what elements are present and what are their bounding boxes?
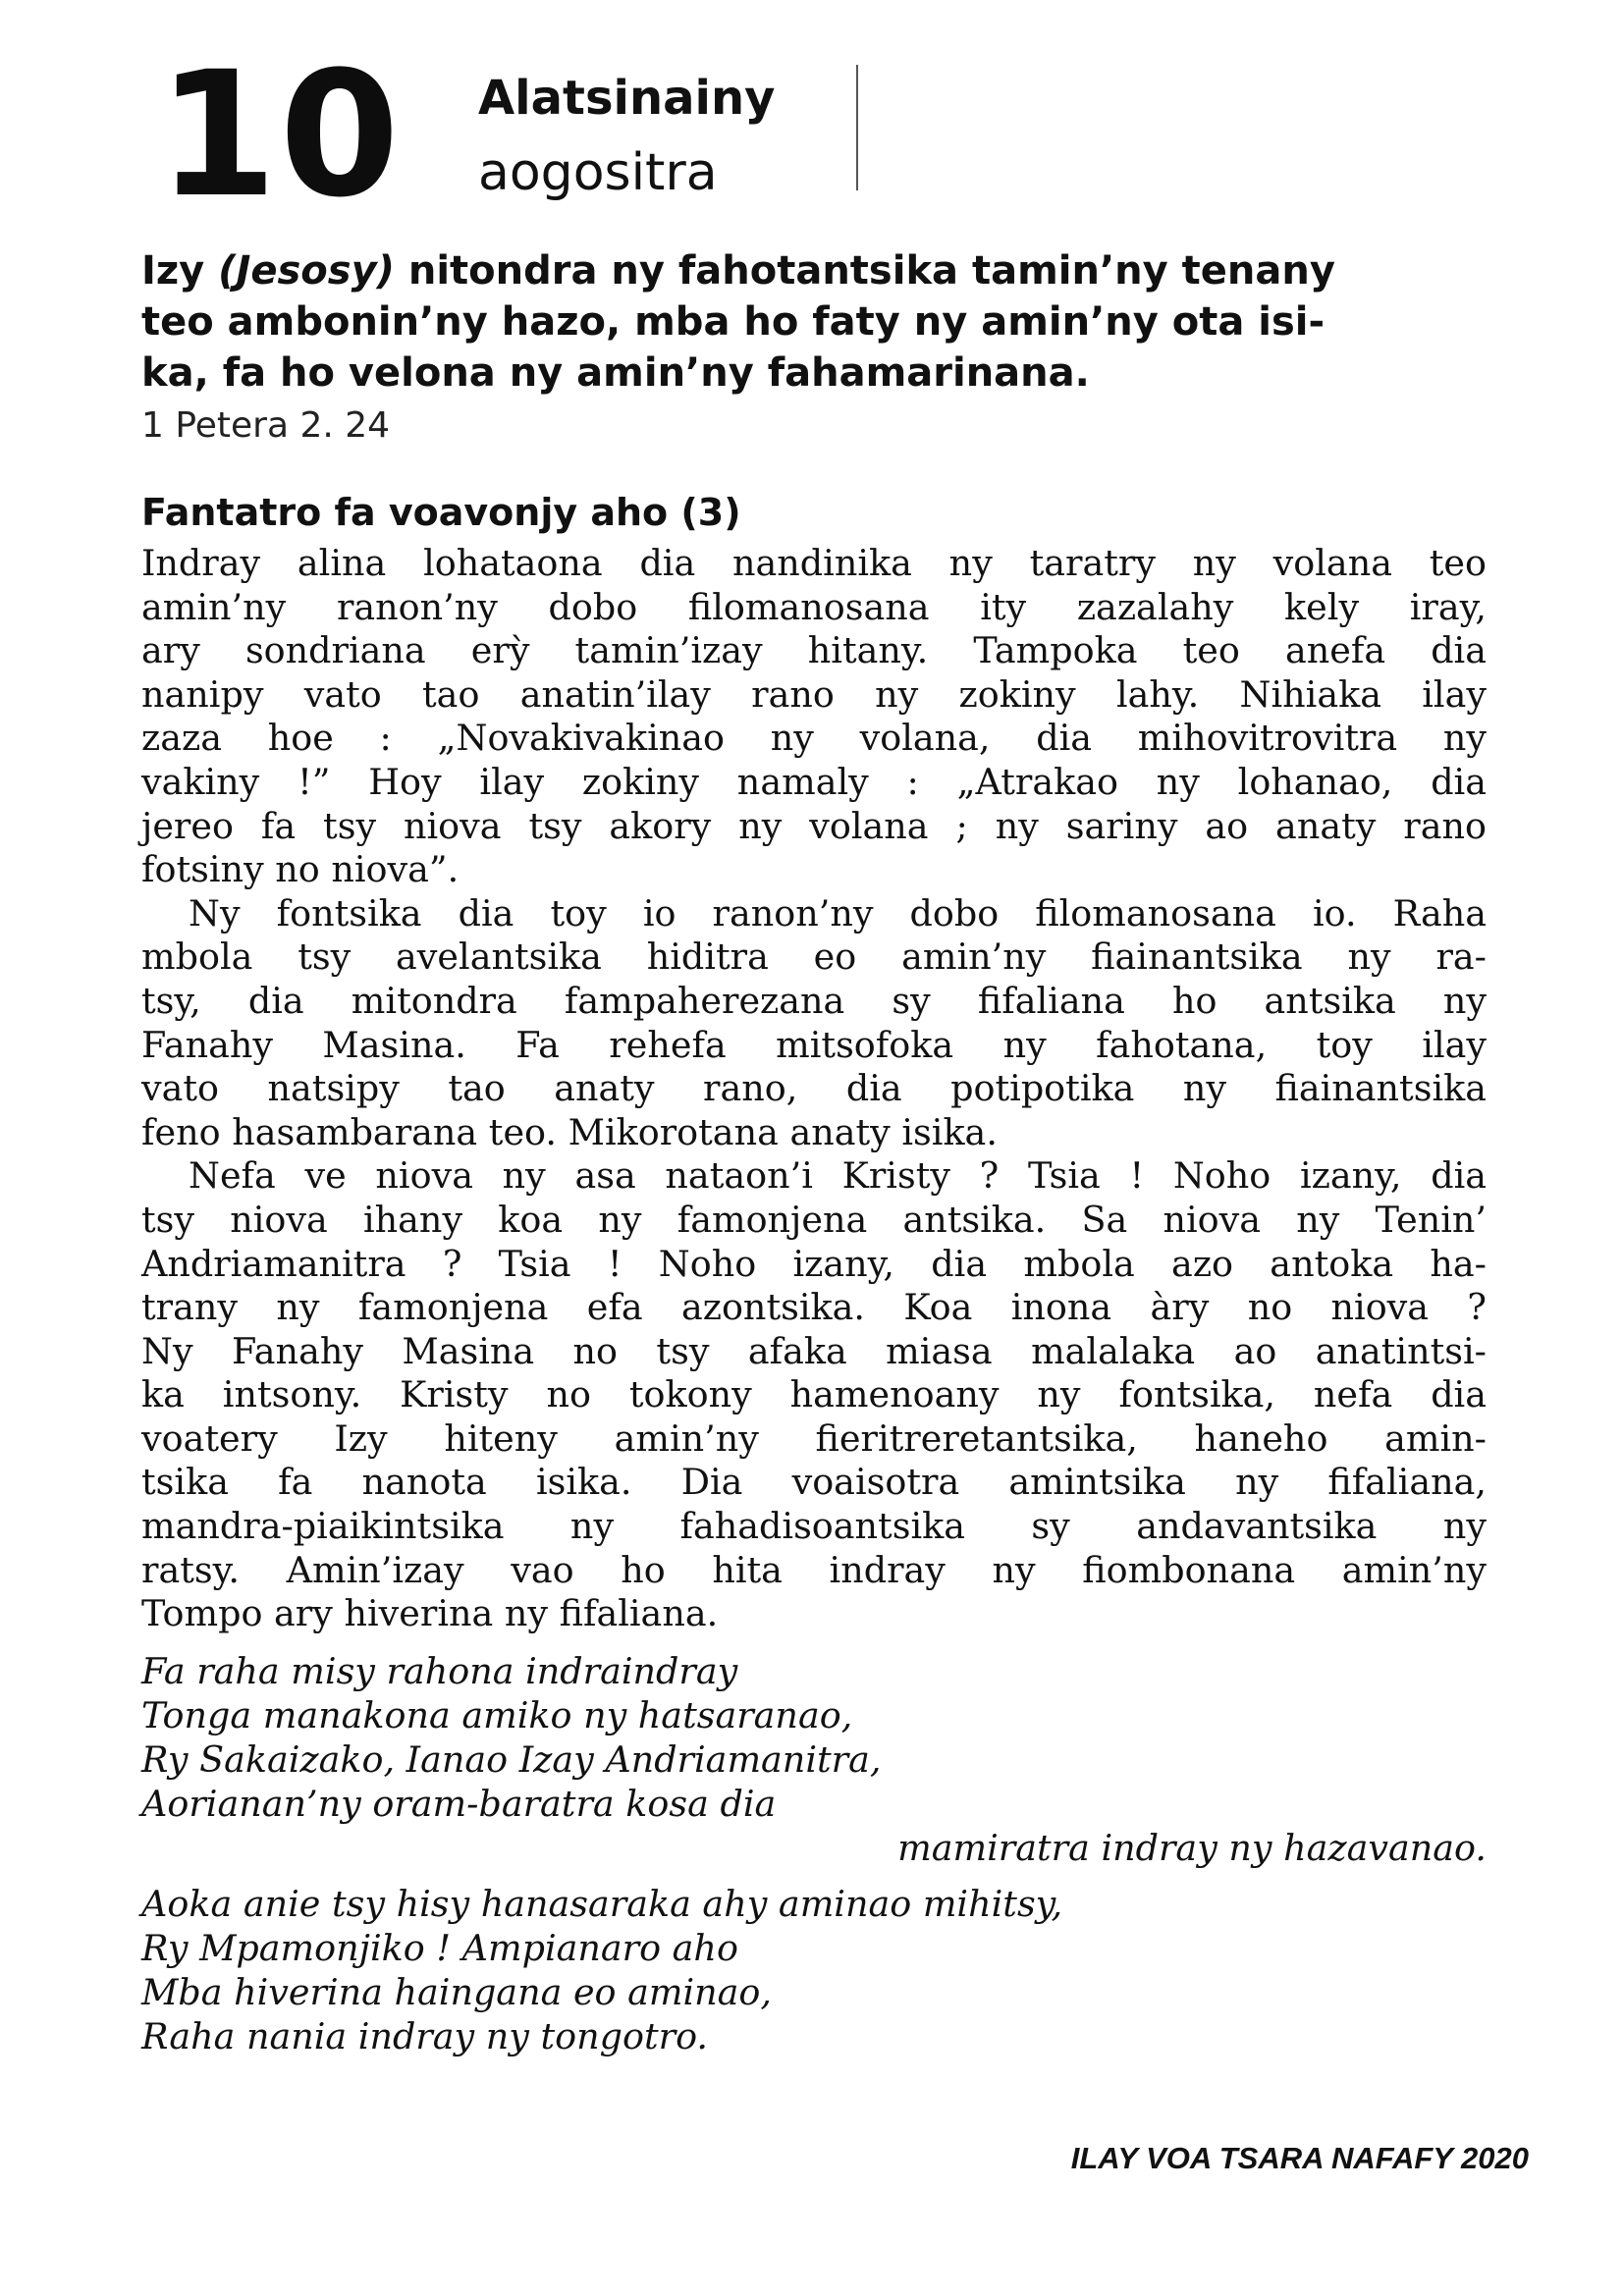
article-line: fotsiny no niova”. — [141, 848, 460, 891]
article-line: Andriamanitra ? Tsia ! Noho izany, dia mbola azo antoka ha- — [141, 1242, 1487, 1285]
verse-reference: 1 Petera 2. 24 — [141, 405, 391, 446]
article-line: Tompo ary hiverina ny fifaliana. — [141, 1592, 719, 1635]
article-line: mbola tsy avelantsika hiditra eo amin’ny fiainantsika ny ra- — [141, 935, 1487, 979]
article-line: tsika fa nanota isika. Dia voaisotra amintsika ny fifaliana, — [141, 1461, 1487, 1504]
weekday-label: Alatsinainy — [478, 71, 776, 126]
verse-line-2: teo ambonin’ny hazo, mba ho faty ny amin’ny ota isi- — [141, 299, 1325, 345]
publication-footer: ILAY VOA TSARA NAFAFY 2020 — [1070, 2141, 1529, 2175]
month-label: aogositra — [478, 143, 718, 202]
article-line: mandra-piaikintsika ny fahadisoantsika sy andavantsika ny — [141, 1505, 1487, 1548]
article-line: tsy, dia mitondra fampaherezana sy fifaliana ho antsika ny — [141, 979, 1487, 1022]
article-line: Ny fontsika dia toy io ranon’ny dobo filomanosana io. Raha — [189, 891, 1487, 934]
article-line: vakiny !” Hoy ilay zokiny namaly : „Atrakao ny lohanao, dia — [141, 760, 1487, 803]
article-line: tsy niova ihany koa ny famonjena antsika. Sa niova ny Tenin’ — [141, 1198, 1487, 1241]
poem-line: mamiratra indray ny hazavanao. — [897, 1827, 1487, 1869]
article-line: Nefa ve niova ny asa nataon’i Kristy ? Tsia ! Noho izany, dia — [189, 1154, 1487, 1198]
poem-line: Ry Mpamonjiko ! Ampianaro aho — [141, 1927, 738, 1969]
article-line: ka intsony. Kristy no tokony hamenoany ny fontsika, nefa dia — [141, 1373, 1487, 1416]
verse-line-1 — [141, 245, 1487, 296]
article-line: Fanahy Masina. Fa rehefa mitsofoka ny fahotana, toy ilay — [141, 1023, 1487, 1066]
article-line: vato natsipy tao anaty rano, dia potipotika ny fiainantsika — [141, 1067, 1487, 1110]
article-line: Ny Fanahy Masina no tsy afaka miasa malalaka ao anatintsi- — [141, 1329, 1487, 1372]
verse-italic-note: (Jesosy) — [218, 248, 395, 294]
article-line: jereo fa tsy niova tsy akory ny volana ; ny sariny ao anaty rano — [141, 804, 1487, 847]
verse-line-3: ka, fa ho velona ny amin’ny fahamarinana. — [141, 350, 1090, 396]
poem-line: Ry Sakaizako, Ianao Izay Andriamanitra, — [141, 1738, 882, 1781]
article-line: Indray alina lohataona dia nandinika ny taratry ny volana teo — [141, 542, 1487, 584]
article-title: Fantatro fa voavonjy aho (3) — [141, 491, 741, 534]
bible-verse — [141, 245, 1487, 399]
poem-line: Raha nania indray ny tongotro. — [141, 2015, 709, 2057]
article-line: feno hasambarana teo. Mikorotana anaty isika. — [141, 1110, 998, 1153]
article-line: voatery Izy hiteny amin’ny fieritreretantsika, haneho amin- — [141, 1416, 1487, 1460]
poem-stanza-2 — [141, 1882, 1487, 2058]
article-body — [141, 542, 1487, 1636]
article-line: nanipy vato tao anatin’ilay rano ny zokiny lahy. Nihiaka ilay — [141, 672, 1487, 716]
article-line: trany ny famonjena efa azontsika. Koa inona àry no niova ? — [141, 1286, 1487, 1329]
poem-line: Fa raha misy rahona indraindray — [141, 1650, 738, 1692]
poem-line: Mba hiverina haingana eo aminao, — [141, 1971, 773, 2013]
article-line: amin’ny ranon’ny dobo filomanosana ity zazalahy kely iray, — [141, 585, 1487, 628]
article-line: zaza hoe : „Novakivakinao ny volana, dia mihovitrovitra ny — [141, 717, 1487, 760]
verse-text-start: Izy — [141, 248, 219, 294]
header-divider — [856, 65, 858, 190]
poem-line: Tonga manakona amiko ny hatsaranao, — [141, 1694, 853, 1736]
day-number: 10 — [157, 34, 402, 236]
poem-line: Aoka anie tsy hisy hanasaraka ahy aminao mihitsy, — [141, 1883, 1063, 1925]
poem-stanza-1 — [141, 1649, 1487, 1870]
verse-text-rest: nitondra ny fahotantsika tamin’ny tenany — [394, 248, 1335, 294]
poem-line: Aorianan’ny oram-baratra kosa dia — [141, 1783, 777, 1825]
article-line: ratsy. Amin’izay vao ho hita indray ny fiombonana amin’ny — [141, 1548, 1487, 1591]
article-line: ary sondriana erỳ tamin’izay hitany. Tampoka teo anefa dia — [141, 629, 1487, 672]
